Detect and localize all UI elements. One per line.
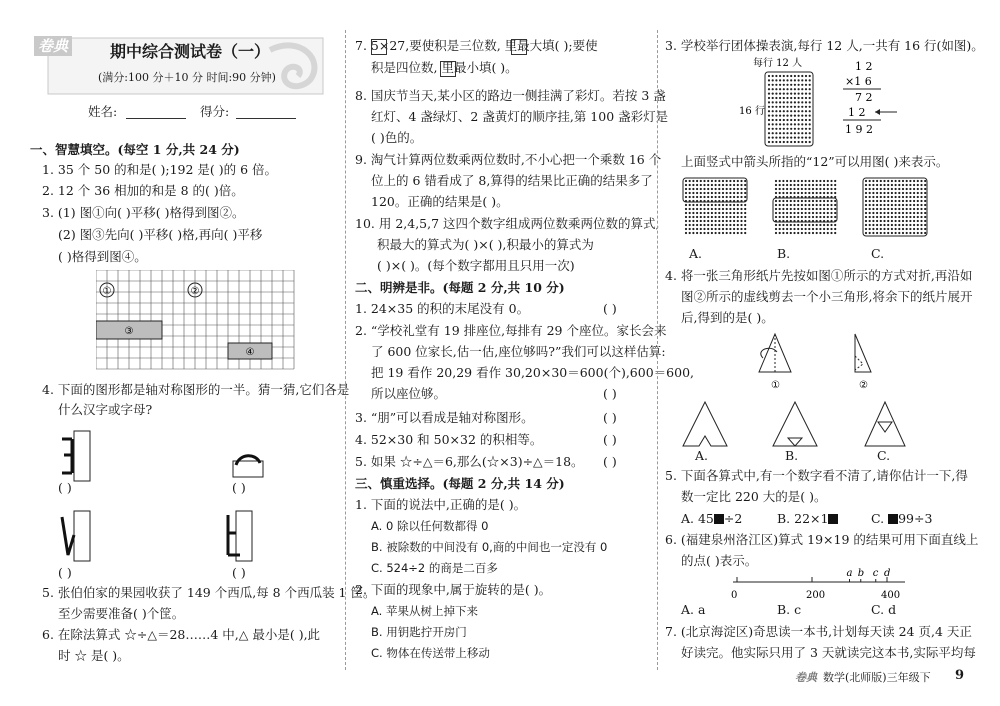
question-9-line3: 120。正确的结果是( )。 bbox=[371, 194, 509, 209]
choice-2: 2. 下面的现象中,属于旋转的是( )。 bbox=[355, 582, 552, 597]
number-line-tick-0: 0 bbox=[731, 590, 738, 601]
judge-1-paren[interactable]: ( ) bbox=[603, 301, 617, 316]
answer-paren-c: ( ) bbox=[58, 565, 72, 580]
grid-label-1: ① bbox=[102, 286, 112, 297]
section-2-heading: 二、明辨是非。(每题 2 分,共 10 分) bbox=[355, 280, 565, 295]
answer-paren-b: ( ) bbox=[232, 480, 246, 495]
section-1-heading: 一、智慧填空。(每空 1 分,共 24 分) bbox=[30, 142, 240, 157]
footer-book-title: 数学(北师版)三年级下 bbox=[823, 671, 931, 684]
question-1: 1. 35 个 50 的和是( );192 是( )的 6 倍。 bbox=[42, 162, 278, 177]
number-line-point-a: a bbox=[846, 568, 853, 579]
option-c-label[interactable]: C. bbox=[871, 246, 885, 261]
judge-1: 1. 24×35 的积的末尾没有 0。 bbox=[355, 301, 530, 316]
page-title: 期中综合测试卷（一） bbox=[110, 42, 271, 61]
question-7-line1: 7. 5×27,要使积是三位数, 里最大填( );要使 bbox=[355, 38, 598, 53]
title-banner bbox=[30, 30, 330, 102]
question-4-line1: 4. 下面的图形都是轴对称图形的一半。猜一猜,它们各是 bbox=[42, 382, 350, 397]
calc-row-5: 1 9 2 bbox=[845, 123, 873, 136]
calc-row-1: 1 2 bbox=[855, 60, 873, 73]
fold-option-b[interactable]: B. bbox=[785, 448, 799, 463]
column-divider-2 bbox=[657, 30, 659, 670]
judge-2-paren[interactable]: ( ) bbox=[603, 386, 617, 401]
question-8-line2: 红灯、4 盏绿灯、2 盏黄灯的顺序挂,第 100 盏彩灯是 bbox=[371, 109, 669, 124]
question-2: 2. 12 个 36 相加的和是 8 的( )倍。 bbox=[42, 183, 244, 198]
q6-option-c[interactable]: C. d bbox=[871, 602, 897, 617]
judge-3: 3. “朋”可以看成是轴对称图形。 bbox=[355, 410, 534, 425]
folding-figures bbox=[675, 326, 915, 466]
grid-label-4: ④ bbox=[245, 347, 255, 358]
option-b-label[interactable]: B. bbox=[777, 246, 791, 261]
blank-box-2[interactable] bbox=[511, 39, 527, 55]
fold-step-1: ① bbox=[771, 380, 780, 391]
question-3-line3: ( )格得到图④。 bbox=[58, 249, 147, 264]
question-7-line2: 积是四位数, 里最小填( )。 bbox=[371, 60, 518, 75]
calc-row-3: 7 2 bbox=[855, 91, 873, 104]
question-4-right-line3: 后,得到的是( )。 bbox=[681, 310, 774, 325]
judge-2-line3: 把 19 看作 20,29 看作 30,20×30＝600(个),600＝600, bbox=[371, 365, 694, 380]
page-number: 9 bbox=[955, 668, 965, 683]
name-label: 姓名: bbox=[88, 104, 118, 119]
number-line bbox=[725, 568, 915, 602]
calc-row-2: ×1 6 bbox=[845, 75, 872, 88]
right-column bbox=[665, 0, 984, 706]
name-field[interactable] bbox=[126, 118, 186, 119]
section-3-heading: 三、慎重选择。(每题 2 分,共 14 分) bbox=[355, 476, 565, 491]
judge-4: 4. 52×30 和 50×32 的积相等。 bbox=[355, 432, 543, 447]
number-line-tick-400: 400 bbox=[881, 590, 901, 601]
question-7-right-line2: 好读完。他实际只用了 3 天就读完这本书,实际平均每 bbox=[681, 645, 976, 660]
number-line-point-c: c bbox=[872, 568, 879, 579]
question-3-right-line1: 3. 学校举行团体操表演,每行 12 人,一共有 16 行(如图)。 bbox=[665, 38, 984, 53]
q5-option-c[interactable]: C. 99÷3 bbox=[871, 511, 933, 526]
fold-option-a[interactable]: A. bbox=[695, 448, 709, 463]
question-8-line3: ( )色的。 bbox=[371, 130, 423, 145]
question-7-right-line1: 7. (北京海淀区)奇思读一本书,计划每天读 24 页,4 天正 bbox=[665, 624, 972, 639]
number-line-point-d: d bbox=[884, 568, 891, 579]
judge-5: 5. 如果 ☆÷△＝6,那么(☆×3)÷△＝18。 bbox=[355, 454, 584, 469]
grid-label-2: ② bbox=[190, 286, 200, 297]
answer-paren-a: ( ) bbox=[58, 480, 72, 495]
question-6-line2: 时 ☆ 是( )。 bbox=[58, 648, 130, 663]
question-10-line1: 10. 用 2,4,5,7 这四个数字组成两位数乘两位数的算式, bbox=[355, 216, 660, 231]
question-6-right-line2: 的点( )表示。 bbox=[681, 553, 758, 568]
choice-2-option-a[interactable]: A. 苹果从树上掉下来 bbox=[371, 604, 478, 618]
question-10-line2: 积最大的算式为( )×( ),积最小的算式为 bbox=[377, 237, 594, 252]
translation-grid-figure bbox=[96, 270, 296, 370]
column-divider bbox=[345, 30, 347, 670]
judge-3-paren[interactable]: ( ) bbox=[603, 410, 617, 425]
score-field[interactable] bbox=[236, 118, 296, 119]
choice-2-option-b[interactable]: B. 用钥匙拧开房门 bbox=[371, 625, 467, 639]
question-4-right-line1: 4. 将一张三角形纸片先按如图①所示的方式对折,再沿如 bbox=[665, 268, 973, 283]
fold-option-c[interactable]: C. bbox=[877, 448, 891, 463]
option-dot-figures bbox=[681, 176, 971, 242]
option-a-label[interactable]: A. bbox=[689, 246, 703, 261]
question-9-line2: 位上的 6 错看成了 8,算得的结果比正确的结果多了 bbox=[371, 173, 653, 188]
question-3-right-line2: 上面竖式中箭头所指的“12”可以用图( )来表示。 bbox=[681, 154, 949, 169]
question-5-line2: 至少需要准备( )个筐。 bbox=[58, 606, 185, 621]
judge-4-paren[interactable]: ( ) bbox=[603, 432, 617, 447]
half-symbol-figures bbox=[58, 425, 308, 565]
calc-row-4: 1 2 bbox=[848, 106, 866, 119]
judge-2-line1: 2. “学校礼堂有 19 排座位,每排有 29 个座位。家长会来 bbox=[355, 323, 667, 338]
choice-1: 1. 下面的说法中,正确的是( )。 bbox=[355, 497, 527, 512]
number-line-point-b: b bbox=[857, 568, 865, 579]
question-5-right-line1: 5. 下面各算式中,有一个数字看不清了,请你估计一下,得 bbox=[665, 468, 968, 483]
choice-2-option-c[interactable]: C. 物体在传送带上移动 bbox=[371, 646, 490, 660]
q5-option-a[interactable]: A. 45 ÷2 bbox=[681, 511, 743, 526]
judge-2-line4: 所以座位够。 bbox=[371, 386, 447, 401]
blank-box-3[interactable] bbox=[440, 61, 456, 77]
choice-1-option-a[interactable]: A. 0 除以任何数都得 0 bbox=[371, 519, 489, 533]
question-6-right-line1: 6. (福建泉州洛江区)算式 19×19 的结果可用下面直线上 bbox=[665, 532, 979, 547]
question-3-line1: 3. (1) 图①向( )平移( )格得到图②。 bbox=[42, 205, 245, 220]
question-8-line1: 8. 国庆节当天,某小区的路边一侧挂满了彩灯。若按 3 盏 bbox=[355, 88, 666, 103]
choice-1-option-c[interactable]: C. 524÷2 的商是二百多 bbox=[371, 561, 498, 575]
question-5-line1: 5. 张伯伯家的果园收获了 149 个西瓜,每 8 个西瓜装 1 筐。 bbox=[42, 585, 376, 600]
judge-5-paren[interactable]: ( ) bbox=[603, 454, 617, 469]
blank-box-1[interactable] bbox=[371, 39, 387, 55]
brand-logo: 卷典 bbox=[34, 36, 72, 56]
choice-1-option-b[interactable]: B. 被除数的中间没有 0,商的中间也一定没有 0 bbox=[371, 540, 608, 554]
grid-label-3: ③ bbox=[124, 326, 134, 337]
figure-side-label: 16 行 bbox=[739, 106, 765, 117]
score-label: 得分: bbox=[200, 104, 230, 119]
figure-top-label: 每行 12 人 bbox=[753, 58, 803, 69]
question-4-line2: 什么汉字或字母? bbox=[58, 402, 153, 417]
answer-paren-d: ( ) bbox=[232, 565, 246, 580]
question-5-right-line2: 数一定比 220 大的是( )。 bbox=[681, 489, 827, 504]
footer-brand: 卷典 bbox=[795, 671, 817, 684]
question-4-right-line2: 图②所示的虚线剪去一个小三角形,将余下的纸片展开 bbox=[681, 289, 973, 304]
fold-step-2: ② bbox=[859, 380, 868, 391]
question-9-line1: 9. 淘气计算两位数乘两位数时,不小心把一个乘数 16 个 bbox=[355, 152, 662, 167]
question-3-line2: (2) 图③先向( )平移( )格,再向( )平移 bbox=[58, 227, 263, 242]
left-column bbox=[30, 0, 376, 706]
page-subtitle: (满分:100 分＋10 分 时间:90 分钟) bbox=[98, 71, 276, 84]
q6-option-a[interactable]: A. a bbox=[681, 602, 706, 617]
question-10-line3: ( )×( )。(每个数字都用且只用一次) bbox=[377, 258, 575, 273]
q5-option-b[interactable]: B. 22×1 bbox=[777, 511, 838, 527]
formation-figure bbox=[735, 54, 915, 150]
question-6-line1: 6. 在除法算式 ☆÷△＝28……4 中,△ 最小是( ),此 bbox=[42, 627, 321, 642]
number-line-tick-200: 200 bbox=[806, 590, 826, 601]
q6-option-b[interactable]: B. c bbox=[777, 602, 802, 617]
judge-2-line2: 了 600 位家长,估一估,座位够吗?”我们可以这样估算: bbox=[371, 344, 666, 359]
